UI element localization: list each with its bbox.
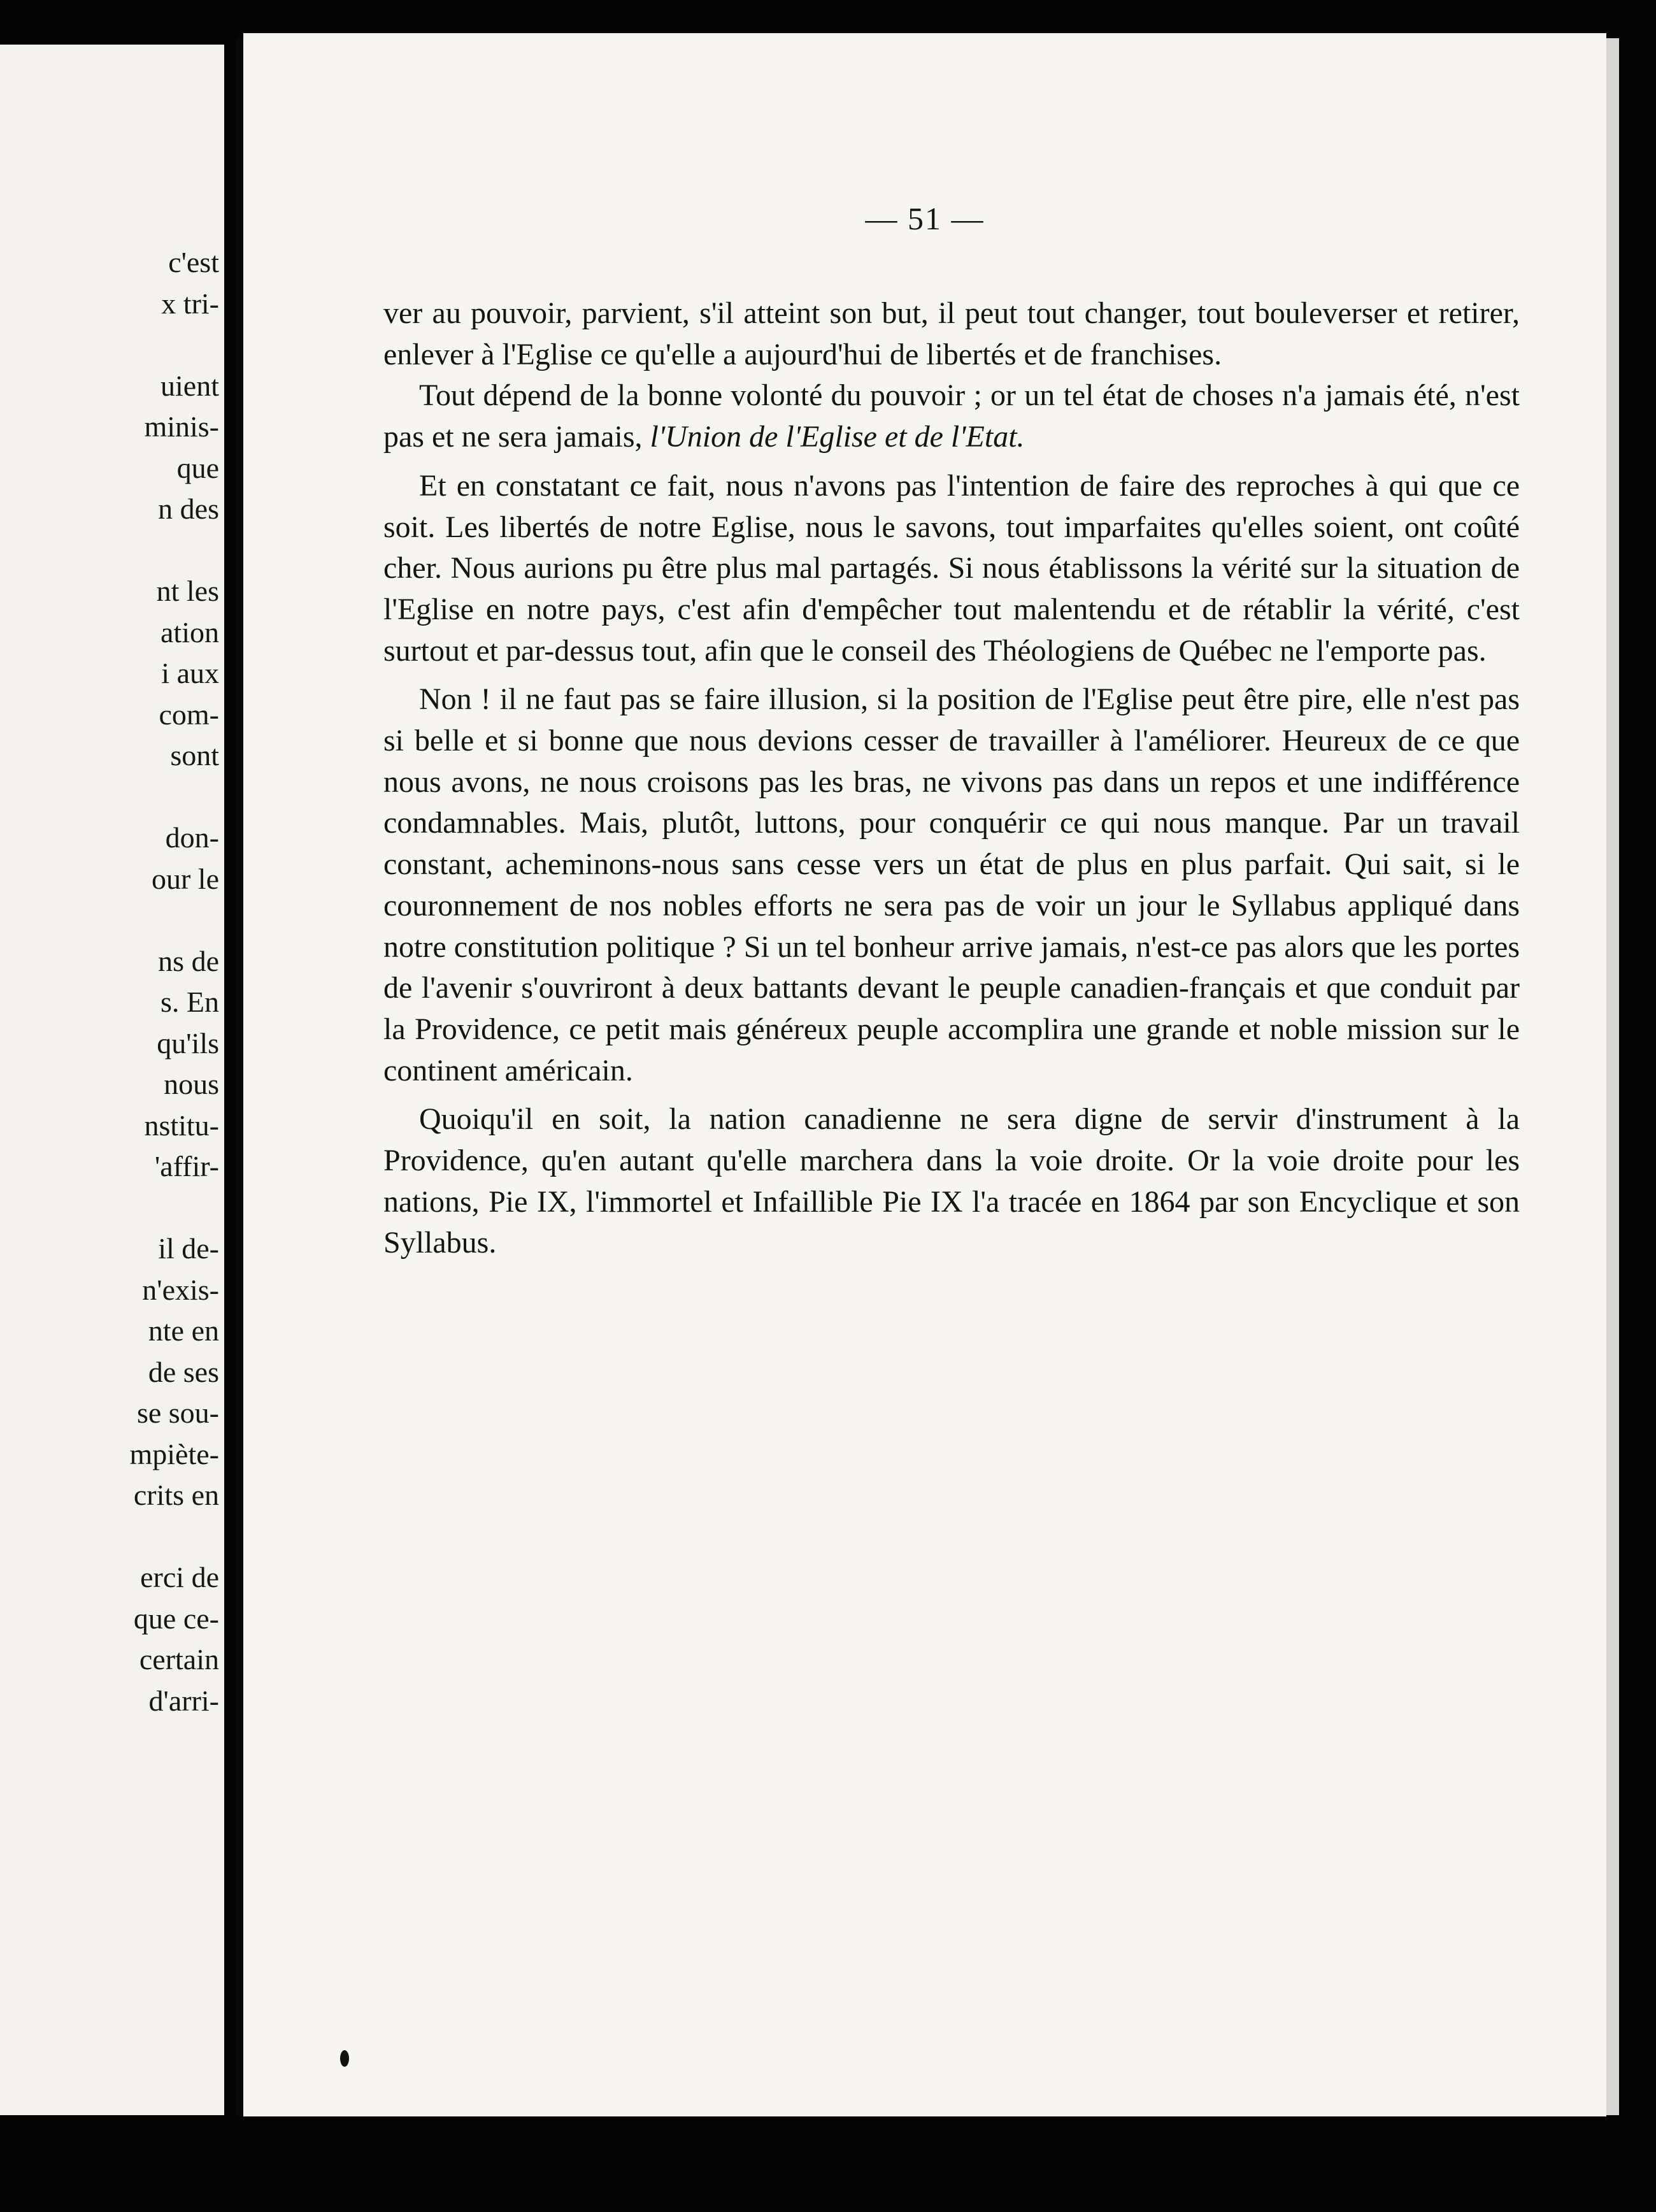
- left-fragment-line: que ce-: [133, 1602, 219, 1635]
- page-edge: [1606, 38, 1619, 2115]
- left-fragment-line: sont: [170, 739, 219, 772]
- paragraph-2-text: Tout dépend de la bonne volonté du pouvoir ; or un tel état de choses n'a jamais été, n'est pas et ne sera jamais,: [383, 378, 1520, 454]
- left-fragment-line: d'arri-: [148, 1684, 219, 1717]
- left-fragment-line: [130, 1516, 220, 1558]
- page-number: — 51 —: [865, 201, 985, 236]
- left-fragment-line: certain: [139, 1643, 219, 1676]
- left-fragment-line: erci de: [140, 1561, 219, 1593]
- ink-dot-mark: [340, 2050, 349, 2067]
- left-fragment-line: i aux: [161, 657, 219, 689]
- left-fragment-line: se sou-: [136, 1397, 219, 1429]
- left-fragment-line: qu'ils: [157, 1026, 219, 1059]
- left-fragment-line: n des: [158, 492, 219, 525]
- paragraph-4: Non ! il ne faut pas se faire illusion, si la position de l'Eglise peut être pire, elle n'est pas si belle et si bonne que nous devions cesser de travailler à l'améliorer. Heureux de ce que nous avons, ne nous croisons pas les bras, ne vivons pas dans un repos et une indifférence condamnables. Mais, plutôt, luttons, pour conquérir ce qui nous manque. Par un travail constant, acheminons-nous sans cesse vers un état de plus en plus parfait. Qui sait, si le couronnement de nos nobles efforts ne sera pas de voir un jour le Syllabus appliqué dans notre constitution politique ? Si un tel bonheur arrive jamais, n'est-ce pas alors que les portes de l'avenir s'ouvriront à deux battants devant le peuple canadien-français et que conduit par la Providence, ce petit mais généreux peuple accomplira une grande et noble mission sur le continent américain.: [383, 682, 1520, 1088]
- left-fragment-line: [130, 900, 220, 941]
- paragraph-2-italic: l'Union de l'Eglise et de l'Etat.: [650, 420, 1025, 454]
- left-fragment-line: [130, 530, 220, 571]
- left-fragment-line: our le: [151, 862, 219, 895]
- paragraph-1: ver au pouvoir, parvient, s'il atteint son but, il peut tout changer, tout bouleverser et retirer, enlever à l'Eglise ce qu'elle a aujourd'hui de libertés et de franchises.: [383, 296, 1520, 371]
- left-fragment-line: nous: [164, 1068, 219, 1100]
- body-text: [383, 293, 1520, 1264]
- left-facing-page: [0, 45, 224, 2115]
- left-fragment-line: com-: [159, 698, 219, 731]
- left-fragment-line: il de-: [158, 1232, 219, 1265]
- left-fragment-line: n'exis-: [142, 1273, 219, 1306]
- left-fragment-line: mpiète-: [129, 1437, 219, 1470]
- paragraph-5: Quoiqu'il en soit, la nation canadienne ne sera digne de servir d'instrument à la Providence, qu'en autant qu'elle marchera dans la voie droite. Or la voie droite pour les nations, Pie IX, l'immortel et Infaillible Pie IX l'a tracée en 1864 par son Encyclique et son Syllabus.: [383, 1102, 1520, 1260]
- left-fragment-line: crits en: [133, 1479, 219, 1511]
- left-fragment-line: [130, 777, 220, 818]
- left-fragment-line: [130, 1188, 220, 1229]
- left-fragment-line: [130, 324, 220, 366]
- book-gutter: [236, 38, 243, 2115]
- left-fragment-line: c'est: [168, 246, 219, 278]
- left-fragment-line: ation: [161, 615, 219, 649]
- left-fragment-line: de ses: [148, 1355, 219, 1388]
- paragraph-2: [383, 375, 1520, 457]
- left-fragment-line: x tri-: [161, 287, 219, 320]
- left-fragment-line: minis-: [144, 410, 219, 443]
- left-fragment-line: 'affir-: [154, 1150, 219, 1182]
- left-fragment-line: nt les: [156, 575, 219, 607]
- left-fragment-line: nstitu-: [144, 1109, 219, 1142]
- left-page-text-fragments: [130, 242, 220, 1721]
- left-fragment-line: que: [176, 451, 219, 484]
- main-page: [243, 33, 1606, 2116]
- left-fragment-line: s. En: [161, 986, 219, 1018]
- left-fragment-line: ns de: [158, 944, 219, 977]
- left-fragment-line: uient: [161, 369, 219, 402]
- paragraph-3: Et en constatant ce fait, nous n'avons pas l'intention de faire des reproches à qui que ce soit. Les libertés de notre Eglise, nous le savons, tout imparfaites qu'elles soient, ont coûté cher. Nous aurions pu être plus mal partagés. Si nous établissons la vérité sur la situation de l'Eglise en notre pays, c'est afin d'empêcher tout malentendu et de rétablir la vérité, c'est surtout et par-dessus tout, afin que le conseil des Théologiens de Québec ne l'emporte pas.: [383, 468, 1520, 668]
- left-fragment-line: don-: [165, 821, 219, 854]
- left-fragment-line: nte en: [148, 1314, 219, 1347]
